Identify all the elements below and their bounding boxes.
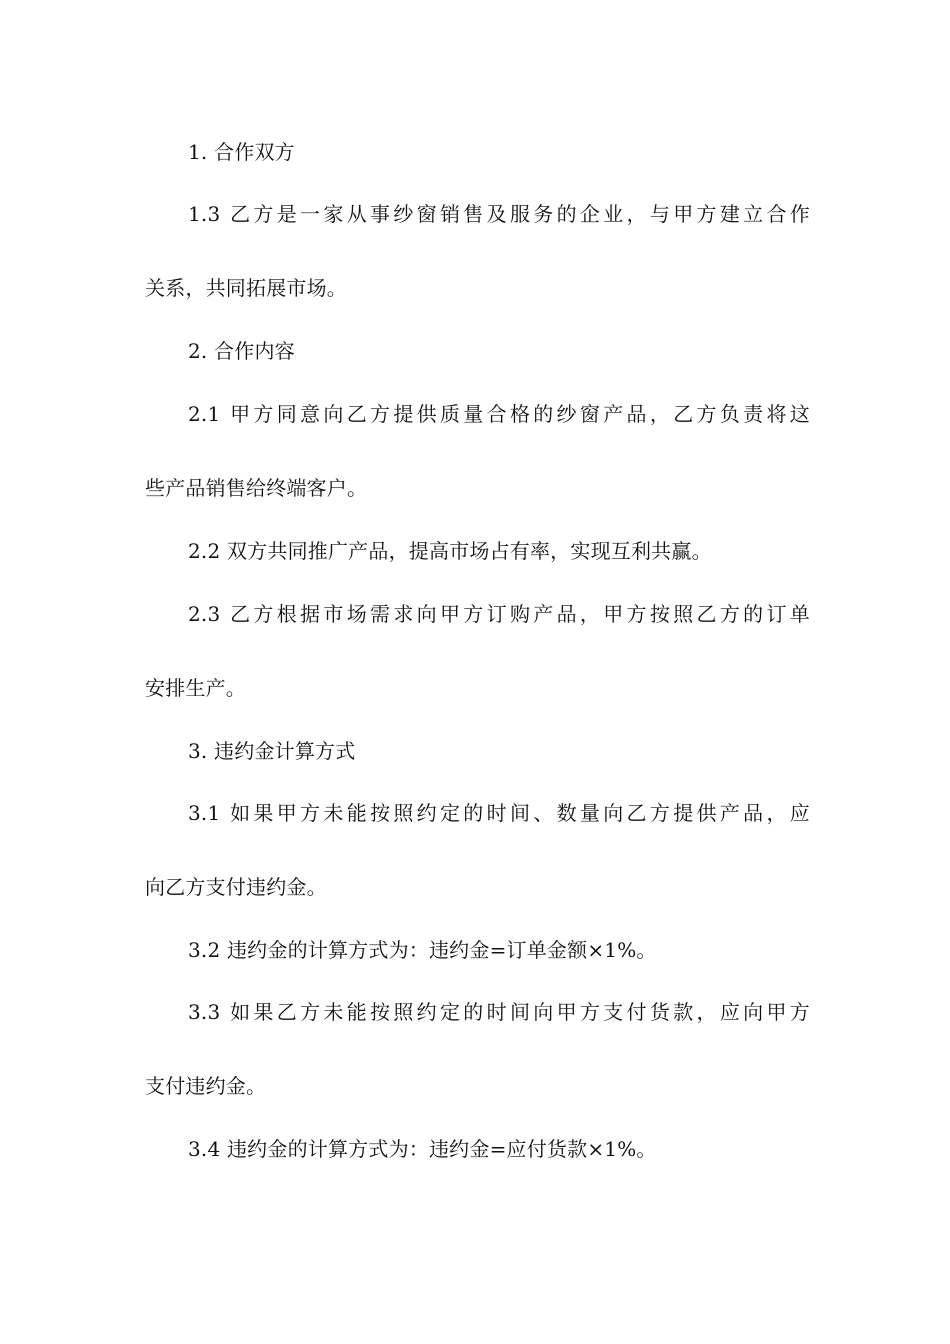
section-1-heading: 1. 合作双方 (188, 140, 295, 164)
clause-3-1-line-2: 向乙方支付违约金。 (145, 875, 327, 899)
clause-3-4: 3.4 违约金的计算方式为：违约金=应付货款×1%。 (188, 1137, 657, 1161)
section-2-heading: 2. 合作内容 (188, 339, 295, 363)
clause-2-2: 2.2 双方共同推广产品，提高市场占有率，实现互利共赢。 (188, 539, 712, 563)
clause-2-1-line-1: 2.1 甲方同意向乙方提供质量合格的纱窗产品，乙方负责将这 (188, 402, 810, 426)
clause-3-1-line-1: 3.1 如果甲方未能按照约定的时间、数量向乙方提供产品，应 (188, 801, 810, 825)
clause-3-2: 3.2 违约金的计算方式为：违约金=订单金额×1%。 (188, 938, 657, 962)
clause-2-1-line-2: 些产品销售给终端客户。 (145, 476, 368, 500)
clause-3-3-line-2: 支付违约金。 (145, 1074, 267, 1098)
clause-1-3-line-1: 1.3 乙方是一家从事纱窗销售及服务的企业，与甲方建立合作 (188, 202, 810, 226)
clause-2-3-line-2: 安排生产。 (145, 676, 246, 700)
clause-2-3-line-1: 2.3 乙方根据市场需求向甲方订购产品，甲方按照乙方的订单 (188, 602, 810, 626)
section-3-heading: 3. 违约金计算方式 (188, 739, 356, 763)
clause-3-3-line-1: 3.3 如果乙方未能按照约定的时间向甲方支付货款，应向甲方 (188, 1000, 810, 1024)
clause-1-3-line-2: 关系，共同拓展市场。 (145, 276, 347, 300)
